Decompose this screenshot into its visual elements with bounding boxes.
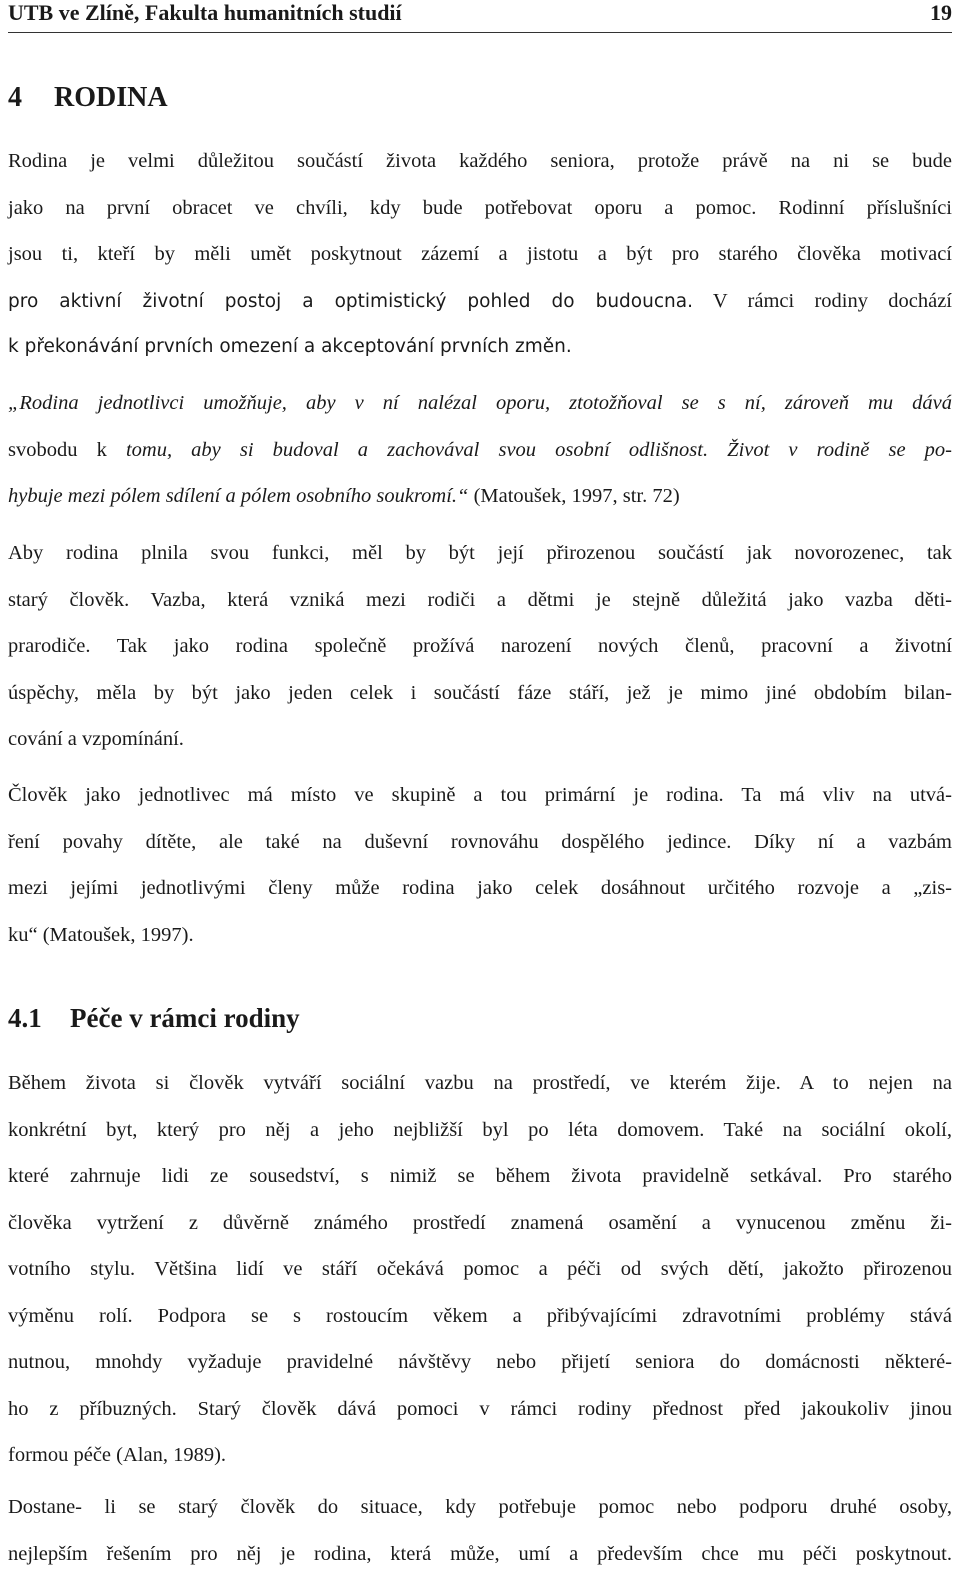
text-line: cování a vzpomínání. xyxy=(8,716,952,763)
running-header xyxy=(8,0,952,33)
paragraph-1 xyxy=(8,138,952,371)
text-line: výměnu rolí. Podpora se s rostoucím věkem a přibývajícími zdravotními problémy stává xyxy=(8,1293,952,1340)
page-number: 19 xyxy=(930,0,952,26)
text-line: nutnou, mnohdy vyžaduje pravidelné návštěvy nebo přijetí seniora do domácnosti některé- xyxy=(8,1339,952,1386)
paragraph-4 xyxy=(8,772,952,958)
text-line: které zahrnuje lidi ze sousedství, s nimiž se během života pravidelně setkával. Pro starého xyxy=(8,1153,952,1200)
text-line: ho z příbuzných. Starý člověk dává pomoci v rámci rodiny přednost před jakoukoliv jinou xyxy=(8,1386,952,1433)
text-line: svobodu k tomu, aby si budoval a zachovával svou osobní odlišnost. Život v rodině se po- xyxy=(8,427,952,474)
chapter-heading xyxy=(8,80,168,116)
paragraph-5 xyxy=(8,1060,952,1479)
text-line: jsou ti, kteří by měli umět poskytnout zázemí a jistotu a být pro starého člověka motivací xyxy=(8,231,952,278)
text-line: Člověk jako jednotlivec má místo ve skupině a tou primární je rodina. Ta má vliv na utvá- xyxy=(8,772,952,819)
paragraph-6 xyxy=(8,1484,952,1577)
chapter-title: RODINA xyxy=(54,82,168,113)
text-line: nejlepším řešením pro něj je rodina, která může, umí a především chce mu péči poskytnout. xyxy=(8,1531,952,1577)
text-line: Dostane- li se starý člověk do situace, kdy potřebuje pomoc nebo podporu druhé osoby, xyxy=(8,1484,952,1531)
text-line: formou péče (Alan, 1989). xyxy=(8,1432,952,1479)
text-line: starý člověk. Vazba, která vzniká mezi rodiči a dětmi je stejně důležitá jako vazba děti- xyxy=(8,577,952,624)
text-line: k překonávání prvních omezení a akceptování prvních změn. xyxy=(8,324,952,371)
text-line: votního stylu. Většina lidí ve stáří očekává pomoc a péči od svých dětí, jakožto přirozenou xyxy=(8,1246,952,1293)
text-line: hybuje mezi pólem sdílení a pólem osobního soukromí.“ (Matoušek, 1997, str. 72) xyxy=(8,473,952,520)
text-line: úspěchy, měla by být jako jeden celek i součástí fáze stáří, jež je mimo jiné obdobím bilan- xyxy=(8,670,952,717)
text-line: Během života si člověk vytváří sociální vazbu na prostředí, ve kterém žije. A to nejen na xyxy=(8,1060,952,1107)
paragraph-3 xyxy=(8,530,952,763)
text-line: prarodiče. Tak jako rodina společně prožívá narození nových členů, pracovní a životní xyxy=(8,623,952,670)
text-line: mezi jejími jednotlivými členy může rodina jako celek dosáhnout určitého rozvoje a „zis- xyxy=(8,865,952,912)
header-title: UTB ve Zlíně, Fakulta humanitních studií xyxy=(8,0,402,26)
text-line: ku“ (Matoušek, 1997). xyxy=(8,912,952,959)
text-line: „Rodina jednotlivci umožňuje, aby v ní nalézal oporu, ztotožňoval se s ní, zároveň mu dává xyxy=(8,380,952,427)
text-line: člověka vytržení z důvěrně známého prostředí znamená osamění a vynucenou změnu ži- xyxy=(8,1200,952,1247)
text-line: Aby rodina plnila svou funkci, měl by být její přirozenou součástí jak novorozenec, tak xyxy=(8,530,952,577)
section-heading xyxy=(8,1000,300,1036)
text-line: ření povahy dítěte, ale také na duševní rovnováhu dospělého jedince. Díky ní a vazbám xyxy=(8,819,952,866)
text-line: pro aktivní životní postoj a optimistický pohled do budoucna. V rámci rodiny dochází xyxy=(8,278,952,325)
text-line: konkrétní byt, který pro něj a jeho nejbližší byl po léta domovem. Také na sociální okolí, xyxy=(8,1107,952,1154)
section-title: Péče v rámci rodiny xyxy=(70,1003,300,1033)
chapter-number: 4 xyxy=(8,80,54,116)
quotation-paragraph xyxy=(8,380,952,520)
section-number: 4.1 xyxy=(8,1000,70,1036)
text-line: Rodina je velmi důležitou součástí života každého seniora, protože právě na ni se bude xyxy=(8,138,952,185)
text-line: jako na první obracet ve chvíli, kdy bude potřebovat oporu a pomoc. Rodinní příslušníci xyxy=(8,185,952,232)
